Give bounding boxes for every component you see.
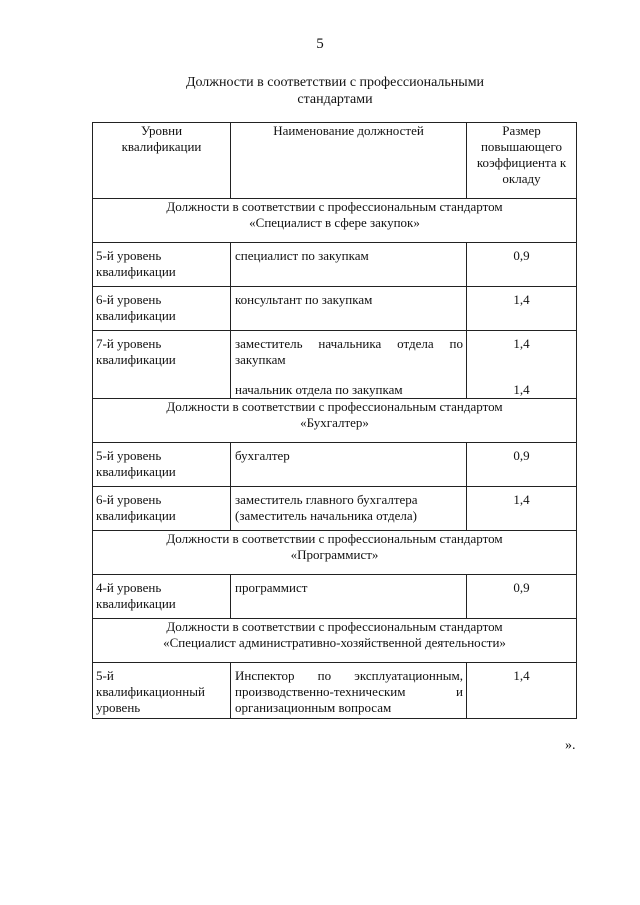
section-title-line: «Программист» <box>290 547 379 562</box>
position-name: начальник отдела по закупкам <box>235 382 403 397</box>
qualification-level-line: 6-й уровень <box>96 492 162 507</box>
position-name-cell <box>231 287 467 331</box>
header-line: повышающего <box>480 139 563 154</box>
column-header-position <box>231 123 467 199</box>
section-header-row <box>93 399 577 443</box>
table-row <box>93 663 577 719</box>
table-row <box>93 487 577 531</box>
coefficient-value: 1,4 <box>513 382 530 397</box>
header-line: окладу <box>502 171 541 186</box>
table-row <box>93 287 577 331</box>
qualification-level-line: 6-й уровень <box>96 292 162 307</box>
coefficient-cell <box>467 287 577 331</box>
document-title-line: Должности в соответствии с профессиональными <box>185 75 485 90</box>
coefficient-value: 0,9 <box>513 448 530 463</box>
qualification-level-cell <box>93 575 231 619</box>
header-line: квалификации <box>121 139 202 154</box>
qualification-level-line: квалификации <box>96 264 176 279</box>
header-line: коэффициента к <box>476 155 567 170</box>
coefficient-value: 1,4 <box>513 292 530 307</box>
qualification-level-line: квалификации <box>96 308 176 323</box>
table-row <box>93 243 577 287</box>
positions-table <box>92 122 577 719</box>
position-name: программист <box>235 580 308 595</box>
header-line: Размер <box>502 123 541 138</box>
qualification-level-line: 4-й уровень <box>96 580 162 595</box>
coefficient-value: 1,4 <box>513 668 530 683</box>
qualification-level-line: квалификации <box>96 464 176 479</box>
table-body <box>93 199 577 719</box>
section-title <box>93 531 577 575</box>
section-header-row <box>93 619 577 663</box>
coefficient-cell <box>467 575 577 619</box>
table-row <box>93 575 577 619</box>
qualification-level-cell <box>93 331 231 399</box>
qualification-level-line: 5-й <box>96 668 114 683</box>
coefficient-value: 1,4 <box>513 492 530 507</box>
section-header-row <box>93 531 577 575</box>
section-title-line: Должности в соответствии с профессиональным стандартом <box>166 619 503 634</box>
table-row <box>93 331 577 399</box>
section-title-line: Должности в соответствии с профессиональным стандартом <box>166 199 503 214</box>
section-title-line: «Бухгалтер» <box>300 415 369 430</box>
position-name-cell <box>231 575 467 619</box>
qualification-level-line: уровень <box>96 700 141 715</box>
header-line: Наименование должностей <box>273 123 424 138</box>
position-name-cell <box>231 443 467 487</box>
coefficient-cell <box>467 443 577 487</box>
position-name: заместитель начальника отдела по закупкам <box>235 336 463 367</box>
position-name-cell <box>231 663 467 719</box>
column-header-coefficient <box>467 123 577 199</box>
position-name: специалист по закупкам <box>235 248 369 263</box>
header-line: Уровни <box>140 123 183 138</box>
qualification-level-line: 5-й уровень <box>96 448 162 463</box>
position-name: заместитель главного бухгалтера (заместитель начальника отдела) <box>235 492 418 523</box>
qualification-level-cell <box>93 443 231 487</box>
coefficient-cell <box>467 487 577 531</box>
coefficient-value: 0,9 <box>513 580 530 595</box>
column-header-level <box>93 123 231 199</box>
qualification-level-line: квалификации <box>96 352 176 367</box>
coefficient-cell <box>467 243 577 287</box>
document-title-line: стандартами <box>297 92 373 107</box>
section-title <box>93 199 577 243</box>
coefficient-value: 1,4 <box>513 336 530 351</box>
table-header-row <box>93 123 577 199</box>
document-title <box>150 74 520 108</box>
position-name: консультант по закупкам <box>235 292 373 307</box>
section-title-line: «Специалист в сфере закупок» <box>249 215 420 230</box>
section-header-row <box>93 199 577 243</box>
position-name: бухгалтер <box>235 448 290 463</box>
coefficient-cell <box>467 331 577 399</box>
table-row <box>93 443 577 487</box>
coefficient-cell <box>467 663 577 719</box>
coefficient-value: 0,9 <box>513 248 530 263</box>
qualification-level-cell <box>93 487 231 531</box>
qualification-level-line: квалификации <box>96 508 176 523</box>
qualification-level-cell <box>93 243 231 287</box>
qualification-level-line: 7-й уровень <box>96 336 162 351</box>
section-title <box>93 619 577 663</box>
qualification-level-line: квалификации <box>96 596 176 611</box>
position-name: Инспектор по эксплуатационным, производственно-техническим и организационным вопросам <box>235 668 463 715</box>
section-title-line: «Специалист административно-хозяйственной деятельности» <box>163 635 506 650</box>
qualification-level-line: 5-й уровень <box>96 248 162 263</box>
page-number: 5 <box>316 36 324 52</box>
section-title <box>93 399 577 443</box>
position-name-cell <box>231 243 467 287</box>
section-title-line: Должности в соответствии с профессиональным стандартом <box>166 531 503 546</box>
qualification-level-cell <box>93 287 231 331</box>
qualification-level-line: квалификационный <box>96 684 205 699</box>
closing-quote: ». <box>565 738 576 753</box>
position-name-cell <box>231 331 467 399</box>
position-name-cell <box>231 487 467 531</box>
qualification-level-cell <box>93 663 231 719</box>
section-title-line: Должности в соответствии с профессиональным стандартом <box>166 399 503 414</box>
